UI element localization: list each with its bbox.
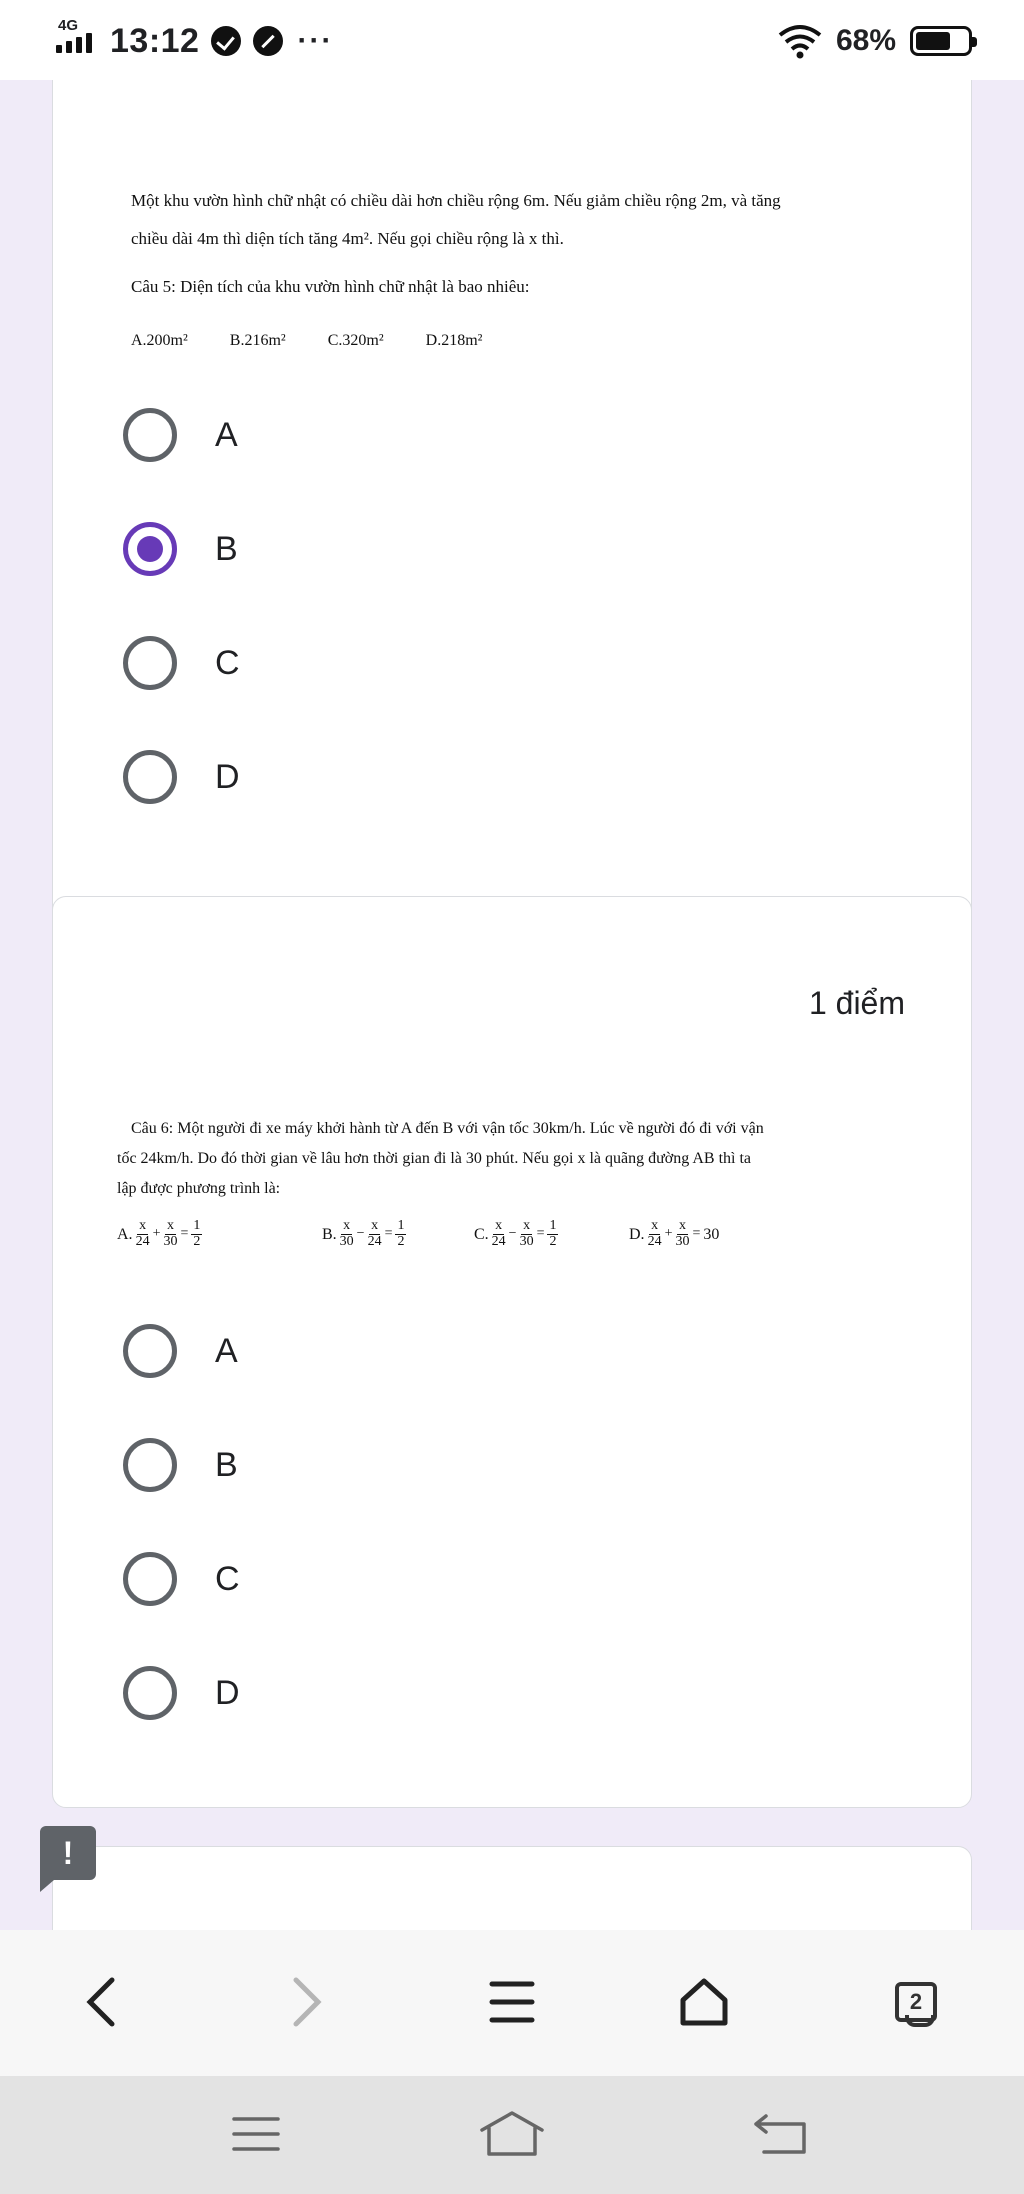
fraction [395,1219,406,1249]
question-text-line: Câu 6: Một người đi xe máy khởi hành từ A đến B với vận tốc 30km/h. Lúc về người đó đi với vận [131,1120,764,1137]
fraction [191,1219,202,1249]
fraction-num: 1 [397,1218,405,1233]
fraction-den: 24 [367,1233,382,1249]
operator: − [356,1225,365,1241]
option-label: A [215,1331,238,1370]
fraction [368,1219,382,1249]
question-card-next [52,1846,972,1930]
operator: − [508,1225,517,1241]
fraction-den: 30 [675,1233,690,1249]
fraction-num: x [371,1218,379,1233]
radio-button-selected[interactable] [123,522,177,576]
battery-icon [910,26,972,56]
radio-button[interactable] [123,1438,177,1492]
system-back-button[interactable] [740,2104,820,2164]
question-text-line: Một khu vườn hình chữ nhật có chiều dài hơn chiều rộng 6m. Nếu giảm chiều rộng 2m, và tăng [131,191,781,210]
recent-apps-icon [231,2114,281,2154]
network-type: 4G [58,17,79,34]
option-label: A [215,415,238,454]
answer-choices-text [131,331,482,350]
form-page [0,80,1024,1930]
choice-text: D.218m² [425,332,483,349]
question-image [131,191,911,381]
fraction-num: x [523,1218,531,1233]
radio-button[interactable] [123,750,177,804]
fraction-den: 30 [519,1233,534,1249]
choice-prefix: C. [474,1225,489,1243]
more-notifications-icon: ··· [297,24,334,57]
answer-choices-text [117,1219,719,1249]
back-button[interactable] [66,1966,138,2038]
choice-equation-a [117,1219,322,1249]
operator: = [384,1225,393,1241]
fraction-den: 24 [491,1233,506,1249]
back-icon [82,1974,122,2030]
option-b[interactable] [123,519,238,579]
fraction-den: 24 [647,1233,662,1249]
choice-prefix: B. [322,1225,337,1243]
operator: = [692,1225,701,1241]
fraction-num: x [495,1218,503,1233]
check-circle-icon [211,26,241,56]
choice-prefix: D. [629,1225,645,1243]
choice-equation-d [629,1219,719,1249]
choice-text: C.320m² [327,332,384,349]
tabs-button[interactable] [880,1966,952,2038]
rhs-value: 30 [703,1225,720,1243]
home-button[interactable] [668,1966,740,2038]
option-a[interactable] [123,1321,238,1381]
question-title: Câu 5: Diện tích của khu vườn hình chữ nhật là bao nhiêu: [131,277,530,296]
fraction [547,1219,558,1249]
operator: + [664,1225,673,1241]
menu-icon [488,1979,536,2025]
wifi-icon [778,23,822,59]
choice-text: B.216m² [229,332,286,349]
radio-button[interactable] [123,1324,177,1378]
fraction-num: 1 [549,1218,557,1233]
choice-equation-b [322,1219,474,1249]
recent-apps-button[interactable] [216,2104,296,2164]
points-label: 1 điểm [808,985,905,1021]
fraction [340,1219,354,1249]
operator: + [152,1225,161,1241]
option-label: B [215,529,238,568]
fraction-den: 30 [339,1233,354,1249]
fraction [136,1219,150,1249]
choice-prefix: A. [117,1225,133,1243]
radio-button[interactable] [123,408,177,462]
radio-button[interactable] [123,1666,177,1720]
fraction-num: 1 [193,1218,201,1233]
system-home-button[interactable] [472,2104,552,2164]
home-icon [479,2110,545,2158]
question-text-line: chiều dài 4m thì diện tích tăng 4m². Nếu gọi chiều rộng là x thì. [131,229,564,248]
fraction-num: x [343,1218,351,1233]
choice-text: A.200m² [131,332,188,349]
fraction-num: x [678,1218,686,1233]
radio-button[interactable] [123,636,177,690]
tabs-icon: 2 [895,1982,937,2022]
option-label: D [215,1673,240,1712]
fraction-den: 2 [193,1233,201,1249]
option-a[interactable] [123,405,238,465]
option-label: D [215,757,240,796]
option-d[interactable] [123,1663,240,1723]
battery-percent: 68% [835,24,896,57]
radio-button[interactable] [123,1552,177,1606]
menu-button[interactable] [476,1966,548,2038]
signal-icon [54,17,98,61]
fraction-num: x [651,1218,659,1233]
question-card-6 [52,896,972,1808]
question-image [117,1119,937,1269]
home-icon [678,1976,730,2028]
clock: 13:12 [110,21,200,60]
forward-button[interactable] [270,1966,342,2038]
option-d[interactable] [123,747,240,807]
forward-icon [286,1974,326,2030]
question-card-5 [52,80,972,939]
question-text-line: lập được phương trình là: [117,1180,281,1197]
option-c[interactable] [123,1549,240,1609]
fraction [520,1219,534,1249]
option-label: C [215,643,240,682]
status-bar [0,0,1024,80]
operator: = [536,1225,545,1241]
fraction [492,1219,506,1249]
choice-equation-c [474,1219,629,1249]
question-text-line: tốc 24km/h. Do đó thời gian về lâu hơn thời gian đi là 30 phút. Nếu gọi x là quãng đường AB thì ta [117,1150,751,1167]
option-b[interactable] [123,1435,238,1495]
status-bar-right [778,18,972,64]
status-bar-left [54,16,333,66]
fraction-den: 30 [163,1233,178,1249]
browser-toolbar [0,1930,1024,2076]
operator: = [180,1225,189,1241]
report-problem-button[interactable]: ! [40,1826,96,1880]
back-icon [752,2112,808,2156]
leaf-icon [253,26,283,56]
fraction-num: x [139,1218,147,1233]
fraction [675,1219,689,1249]
option-label: C [215,1559,240,1598]
fraction-den: 2 [549,1233,557,1249]
fraction-num: x [166,1218,174,1233]
fraction [163,1219,177,1249]
option-c[interactable] [123,633,240,693]
system-navigation-bar [0,2076,1024,2194]
fraction-den: 24 [135,1233,150,1249]
option-label: B [215,1445,238,1484]
fraction [648,1219,662,1249]
fraction-den: 2 [397,1233,405,1249]
